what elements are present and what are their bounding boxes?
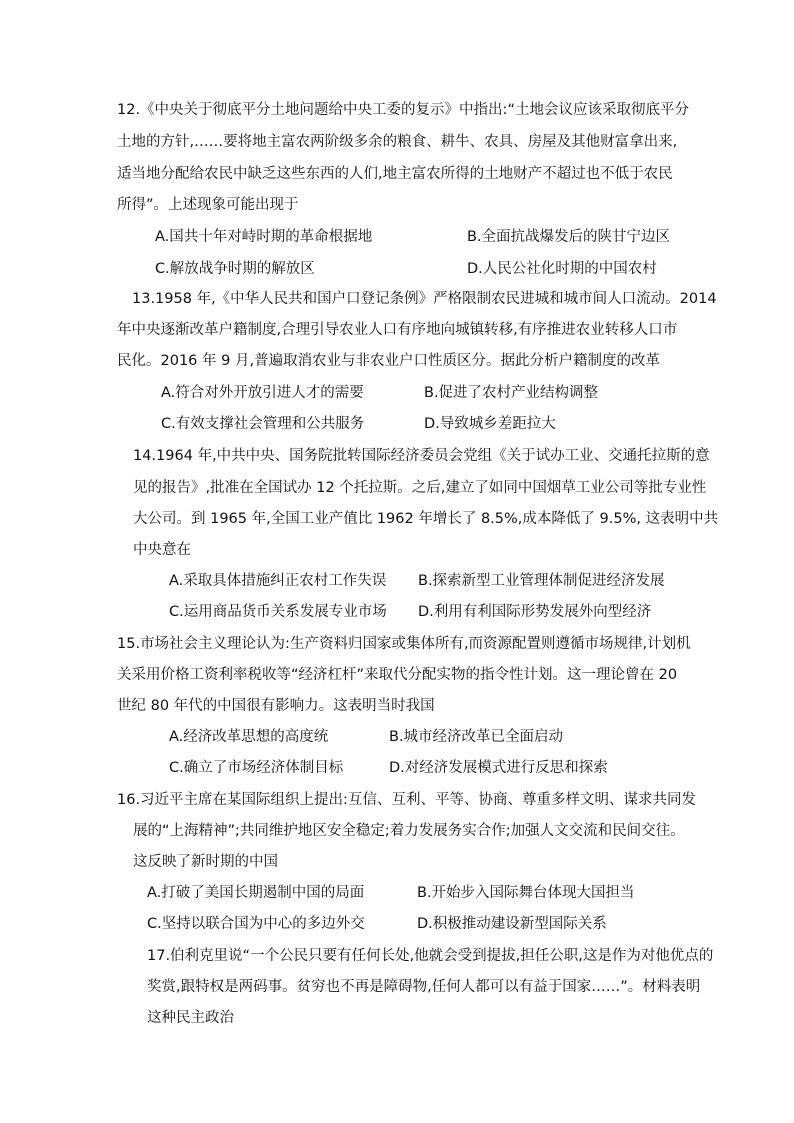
- q12-stem-line-4: 所得”。上述现象可能出现于: [117, 197, 299, 213]
- q16-option-a: A.打破了美国长期遏制中国的局面: [147, 885, 365, 901]
- q12-stem-line-1: 12.《中央关于彻底平分土地问题给中央工委的复示》中指出:“土地会议应该采取彻底平分: [117, 102, 689, 118]
- q16-option-d: D.积极推动建设新型国际关系: [417, 916, 607, 932]
- q14-option-b: B.探索新型工业管理体制促进经济发展: [418, 573, 665, 589]
- q14-option-d: D.利用有利国际形势发展外向型经济: [418, 604, 652, 620]
- q14-option-c: C.运用商品货币关系发展专业市场: [169, 604, 387, 620]
- q16-option-b: B.开始步入国际舞台体现大国担当: [417, 885, 635, 901]
- q15-option-b: B.城市经济改革已全面启动: [389, 729, 564, 745]
- q13-option-d: D.导致城乡差距拉大: [424, 416, 556, 432]
- q13-stem-line-1: 13.1958 年,《中华人民共和国户口登记条例》严格限制农民进城和城市间人口流动。2014: [132, 291, 717, 307]
- q14-stem-line-2: 见的报告》,批准在全国试办 12 个托拉斯。之后,建立了如同中国烟草工业公司等批专业性: [133, 480, 707, 496]
- q12-option-a: A.国共十年对峙时期的革命根据地: [155, 229, 373, 245]
- q12-option-c: C.解放战争时期的解放区: [155, 261, 315, 277]
- q15-stem-line-2: 关采用价格工资利率税收等“经济杠杆”来取代分配实物的指令性计划。这一理论曾在 20: [117, 667, 678, 683]
- q13-stem-line-2: 年中央逐渐改革户籍制度,合理引导农业人口有序地向城镇转移,有序推进农业转移人口市: [117, 322, 678, 338]
- q17-stem-line-3: 这种民主政治: [147, 1010, 234, 1026]
- q12-option-d: D.人民公社化时期的中国农村: [467, 261, 657, 277]
- q17-stem-line-1: 17.伯利克里说“一个公民只要有任何长处,他就会受到提拔,担任公职,这是作为对他优点的: [147, 948, 714, 964]
- q13-option-b: B.促进了农村产业结构调整: [424, 385, 599, 401]
- q15-option-a: A.经济改革思想的高度统: [169, 729, 329, 745]
- q15-option-c: C.确立了市场经济体制目标: [169, 760, 344, 776]
- q13-option-c: C.有效支撑社会管理和公共服务: [161, 416, 365, 432]
- q14-stem-line-3: 大公司。到 1965 年,全国工业产值比 1962 年增长了 8.5%,成本降低了 9.5%, 这表明中共: [133, 511, 719, 527]
- q15-stem-line-1: 15.市场社会主义理论认为:生产资料归国家或集体所有,而资源配置则遵循市场规律,计划机: [117, 636, 691, 652]
- q12-stem-line-3: 适当地分配给农民中缺乏这些东西的人们,地主富农所得的土地财产不超过也不低于农民: [117, 166, 673, 182]
- q15-option-d: D.对经济发展模式进行反思和探索: [389, 760, 608, 776]
- q13-stem-line-3: 民化。2016 年 9 月,普遍取消农业与非农业户口性质区分。据此分析户籍制度的改革: [117, 353, 661, 369]
- q16-stem-line-2: 展的“上海精神”;共同维护地区安全稳定;着力发展务实合作;加强人文交流和民间交往。: [133, 823, 685, 839]
- q14-option-a: A.采取具体措施纠正农村工作失误: [169, 573, 387, 589]
- q14-stem-line-1: 14.1964 年,中共中央、国务院批转国际经济委员会党组《关于试办工业、交通托拉斯的意: [133, 448, 710, 464]
- q15-stem-line-3: 世纪 80 年代的中国很有影响力。这表明当时我国: [117, 698, 435, 714]
- q12-option-b: B.全面抗战爆发后的陕甘宁边区: [467, 229, 671, 245]
- q13-option-a: A.符合对外开放引进人才的需要: [161, 385, 364, 401]
- q17-stem-line-2: 奖赏,跟特权是两码事。贫穷也不再是障碍物,任何人都可以有益于国家……”。材料表明: [147, 979, 701, 995]
- q16-option-c: C.坚持以联合国为中心的多边外交: [147, 916, 365, 932]
- q16-stem-line-3: 这反映了新时期的中国: [133, 854, 278, 870]
- q12-stem-line-2: 土地的方针,……要将地主富农两阶级多余的粮食、耕牛、农具、房屋及其他财富拿出来,: [117, 134, 678, 150]
- q16-stem-line-1: 16.习近平主席在某国际组织上提出:互信、互利、平等、协商、尊重多样文明、谋求共同发: [117, 792, 696, 808]
- q14-stem-line-4: 中央意在: [133, 542, 191, 558]
